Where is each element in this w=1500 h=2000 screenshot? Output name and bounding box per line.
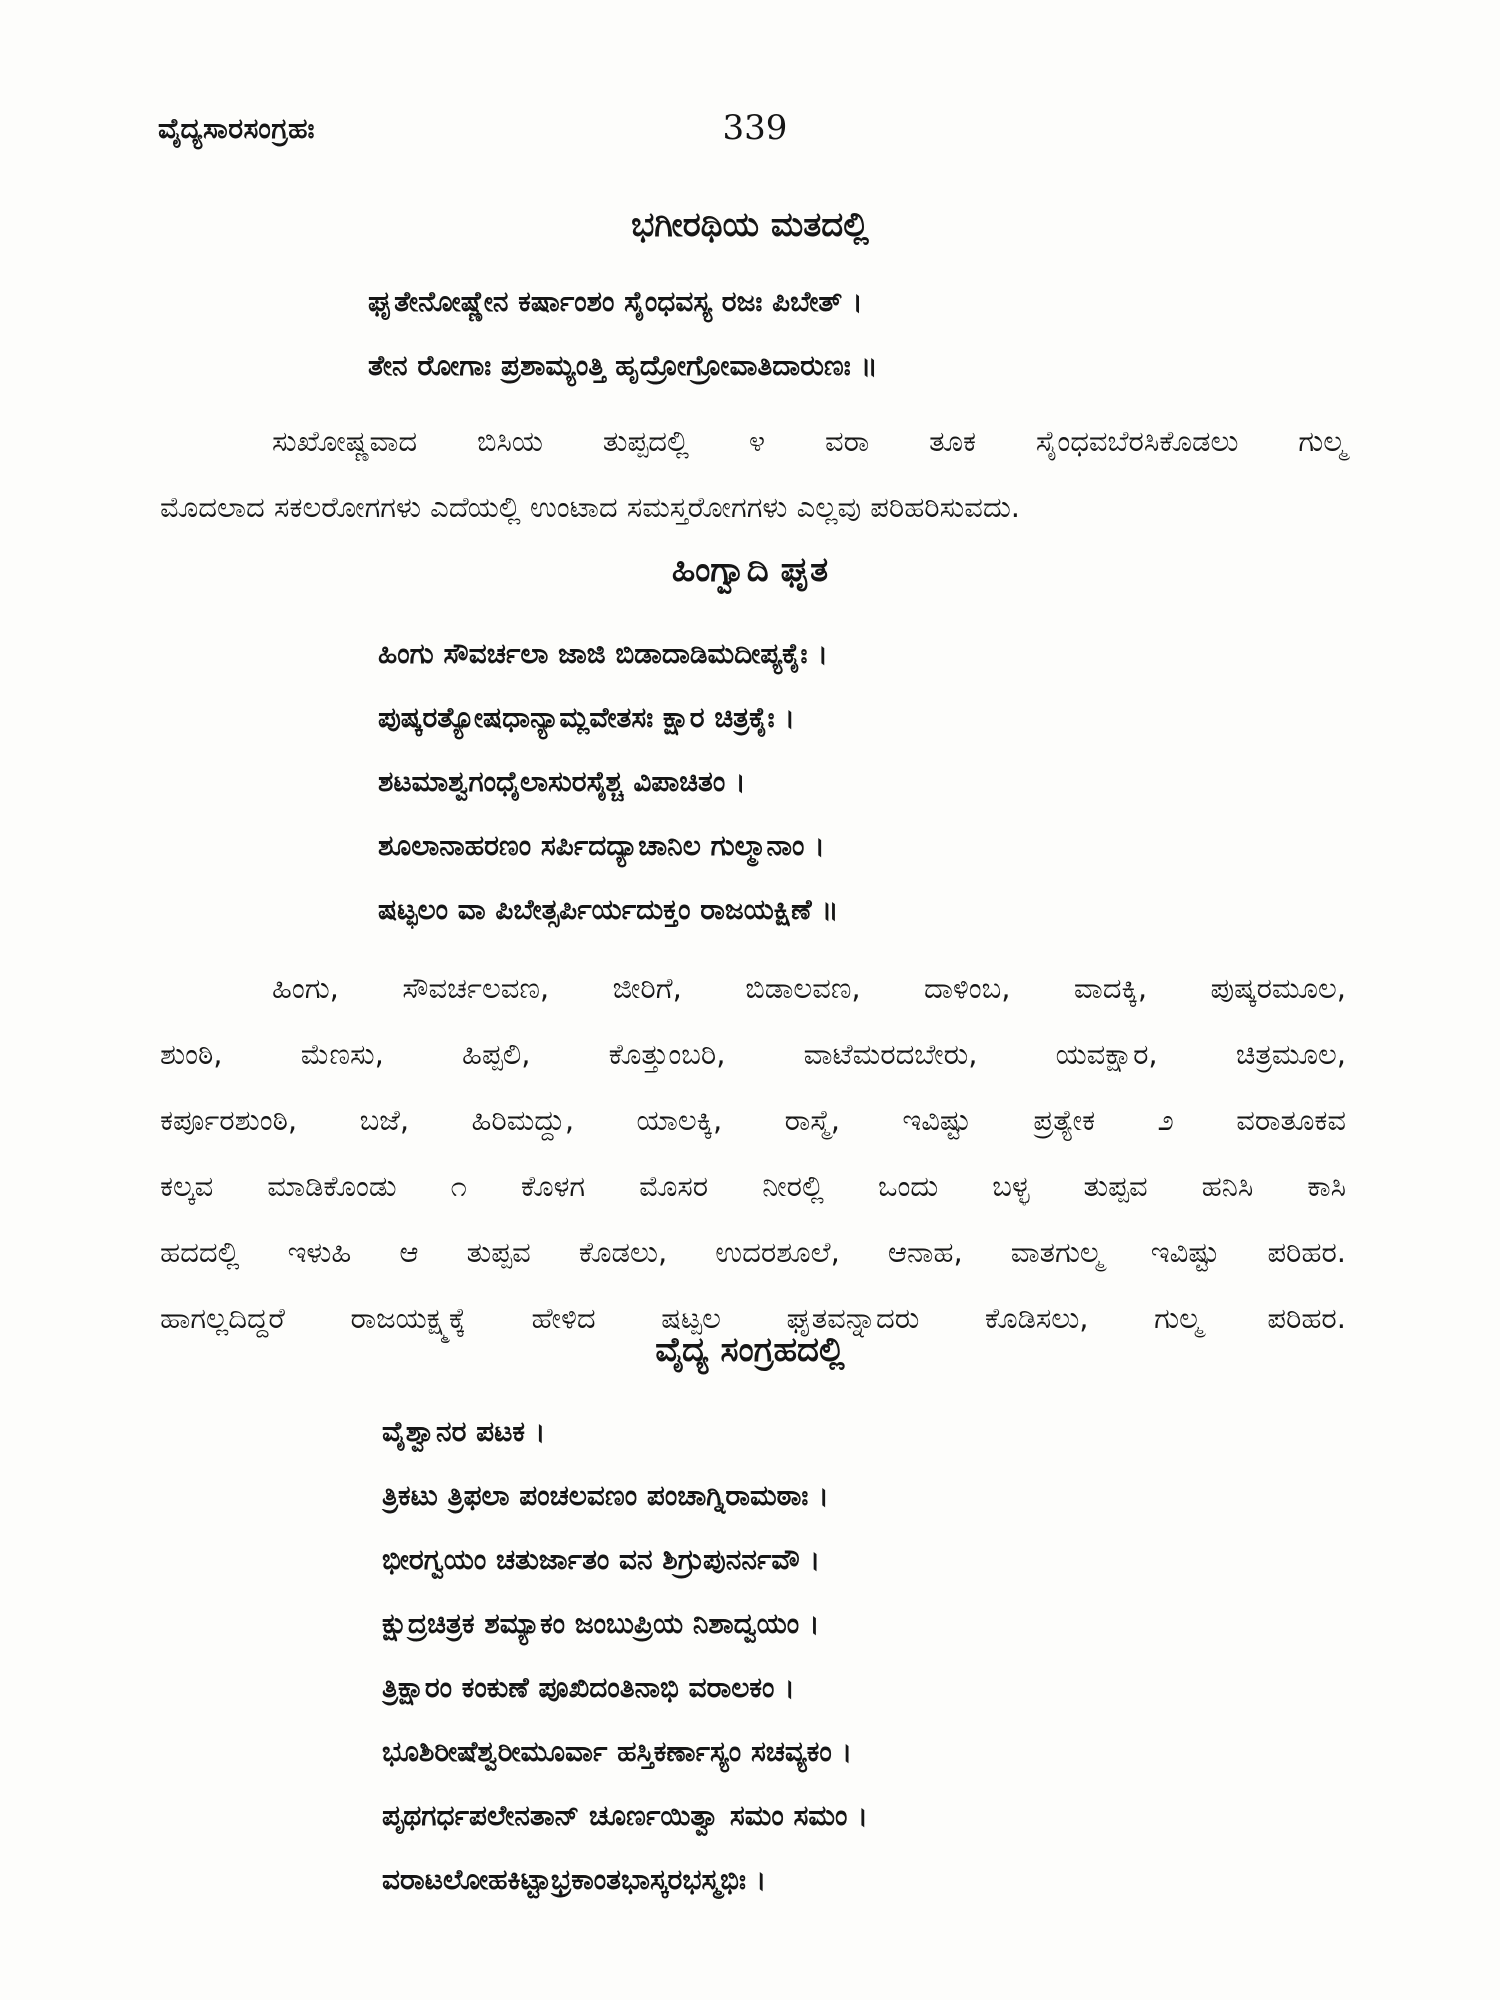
page-number: 339 [722,108,788,148]
section-heading-bhagirathi: ಭಗೀರಥಿಯ ಮತದಲ್ಲಿ [631,205,869,245]
verse-line: ಕ್ಷುದ್ರಚಿತ್ರಕ ಶಮ್ಯಾಕಂ ಜಂಬುಪ್ರಿಯ ನಿಶಾದ್ವಯಂ । [382,1607,820,1640]
prose-paragraph-1 [160,408,1346,540]
verse-line: ಶೂಲಾನಾಹರಣಂ ಸರ್ಪಿದದ್ಯಾಚಾನಿಲ ಗುಲ್ಮಾನಾಂ । [378,829,825,862]
verse-line: ತ್ರಿಕಟು ತ್ರಿಫಲಾ ಪಂಚಲವಣಂ ಪಂಚಾಗ್ನಿರಾಮಠಾಃ । [382,1479,829,1512]
verse-line: ಘೃತೇನೋಷ್ಣೇನ ಕರ್ಷಾಂಶಂ ಸೈಂಧವಸ್ಯ ರಜಃ ಪಿಬೇತ್ । [368,285,863,318]
verse-line: ಷಟ್ಫಲಂ ವಾ ಪಿಬೇತ್ಸರ್ಪಿರ್ಯದುಕ್ತಂ ರಾಜಯಕ್ಷಿಣೆ ॥ [378,893,839,926]
section-heading-hingvadi: ಹಿಂಗ್ವಾದಿ ಘೃತ [671,550,829,590]
prose-line: ಕಲ್ಕವ ಮಾಡಿಕೊಂಡು ೧ ಕೊಳಗ ಮೊಸರ ನೀರಲ್ಲಿ ಒಂದು ಬಳ್ಳ ತುಪ್ಪವ ಹನಿಸಿ ಕಾಸಿ [160,1169,1346,1203]
prose-line: ಹಿಂಗು, ಸೌವರ್ಚಲವಣ, ಜೀರಿಗೆ, ಬಿಡಾಲವಣ, ದಾಳಿಂಬ, ವಾದಕ್ಕಿ, ಪುಷ್ಕರಮೂಲ, [272,971,1346,1005]
verse-line: ಭೀರಗ್ವಯಂ ಚತುರ್ಜಾತಂ ವನ ಶಿಗ್ರುಪುನರ್ನವೌ । [382,1543,821,1576]
verse-line: ಭೂಶಿರೀಷೆಶ್ವರೀಮೂರ್ವಾ ಹಸ್ತಿಕರ್ಣಾಸ್ಯಂ ಸಚವ್ಯಕಂ । [382,1735,853,1768]
verse-line: ವೈಶ್ವಾನರ ಪಟಕ । [382,1415,546,1448]
verse-line: ಪುಷ್ಕರತ್ಯೋಷಧಾನ್ಯಾಮ್ಲವೇತಸಃ ಕ್ಷಾರ ಚಿತ್ರಕೈಃ । [378,701,795,734]
verse-block-1 [368,270,878,398]
prose-paragraph-2 [160,955,1346,1351]
prose-line: ಶುಂಠಿ, ಮೆಣಸು, ಹಿಪ್ಪಲಿ, ಕೊತ್ತುಂಬರಿ, ವಾಟೆಮರದಬೇರು, ಯವಕ್ಷಾರ, ಚಿತ್ರಮೂಲ, [160,1037,1346,1071]
running-head: ವೈದ್ಯಸಾರಸಂಗ್ರಹಃ [158,112,315,145]
prose-line: ಮೊದಲಾದ ಸಕಲರೋಗಗಳು ಎದೆಯಲ್ಲಿ ಉಂಟಾದ ಸಮಸ್ತರೋಗಗಳು ಎಲ್ಲವು ಪರಿಹರಿಸುವದು. [160,490,1021,524]
verse-line: ಪೃಥಗರ್ಧಪಲೇನತಾನ್ ಚೂರ್ಣಯಿತ್ವಾ ಸಮಂ ಸಮಂ । [382,1799,868,1832]
verse-line: ತ್ರಿಕ್ಷಾರಂ ಕಂಕುಣೆ ಪೂಖಿದಂತಿನಾಭಿ ವರಾಲಕಂ । [382,1671,795,1704]
verse-block-3 [382,1400,868,1912]
verse-line: ವರಾಟಲೋಹಕಿಟ್ಟಾಭ್ರಕಾಂತಭಾಸ್ಕರಭಸ್ಮಭಿಃ । [382,1863,767,1896]
verse-line: ಹಿಂಗು ಸೌವರ್ಚಲಾ ಜಾಜಿ ಬಿಡಾದಾಡಿಮದೀಪ್ಯಕೈಃ । [378,637,828,670]
prose-line: ಹದದಲ್ಲಿ ಇಳುಹಿ ಆ ತುಪ್ಪವ ಕೊಡಲು, ಉದರಶೂಲೆ, ಆನಾಹ, ವಾತಗುಲ್ಮ ಇವಿಷ್ಟು ಪರಿಹರ. [160,1235,1346,1269]
prose-line: ಹಾಗಲ್ಲದಿದ್ದರೆ ರಾಜಯಕ್ಷ್ಮಕ್ಕೆ ಹೇಳಿದ ಷಟ್ಪಲ ಘೃತವನ್ನಾದರು ಕೊಡಿಸಲು, ಗುಲ್ಮ ಪರಿಹರ. [160,1301,1346,1335]
prose-line: ಕರ್ಪೂರಶುಂಠಿ, ಬಜೆ, ಹಿರಿಮದ್ದು, ಯಾಲಕ್ಕಿ, ರಾಸ್ಮೆ, ಇವಿಷ್ಟು ಪ್ರತ್ಯೇಕ ೨ ವರಾತೂಕವ [160,1103,1346,1137]
section-heading-vaidya-sangraha: ವೈದ್ಯ ಸಂಗ್ರಹದಲ್ಲಿ [655,1330,845,1370]
verse-block-2 [378,622,838,942]
verse-line: ಶಟಮಾಶ್ವಗಂಧೈಲಾಸುರಸೈಶ್ಚ ವಿಪಾಚಿತಂ । [378,765,746,798]
verse-line: ತೇನ ರೋಗಾಃ ಪ್ರಶಾಮ್ಯಂತ್ತಿ ಹೃದ್ರೋಗ್ರೋವಾತಿದಾರುಣಃ ॥ [368,349,878,382]
prose-line: ಸುಖೋಷ್ಣವಾದ ಬಿಸಿಯ ತುಪ್ಪದಲ್ಲಿ ೪ ವರಾ ತೂಕ ಸೈಂಧವಬೆರಸಿಕೊಡಲು ಗುಲ್ಮ [272,424,1346,458]
